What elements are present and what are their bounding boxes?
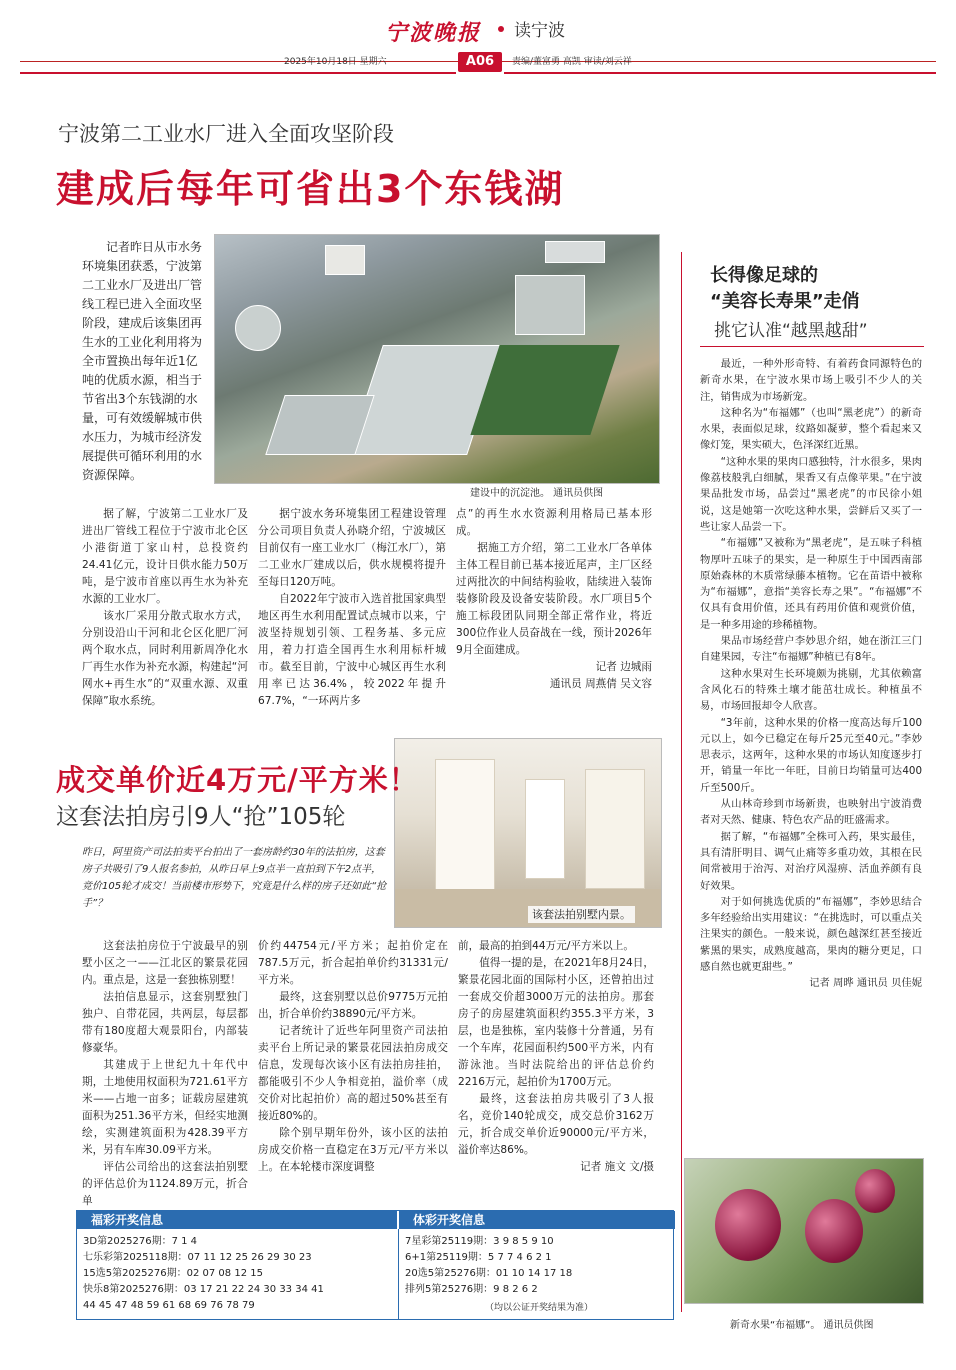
sidebar-rule: [700, 346, 924, 347]
byline: 记者 周晔 通讯员 贝佳妮: [809, 977, 922, 990]
ticai-result: 20选5第25276期：01 10 14 17 18: [405, 1268, 573, 1279]
paragraph: 这套法拍房位于宁波最早的别墅小区之一——江北区的繁景花园内。重点是，这是一套独栋别墅！: [82, 940, 248, 986]
ticai-result: 6+1第25119期：5 7 7 4 6 2 1: [405, 1252, 552, 1263]
ticai-result: 7星彩第25119期：3 9 8 5 9 10: [405, 1236, 554, 1247]
paragraph: 值得一提的是，在2021年8月24日，繁景花园北面的国际村小区，还曾拍出过一套成交价超3000万元的法拍房。那套房子的房屋建筑面积约355.3平方米，3层，也是独栋，室内装修十分普通，另有一个车库，花园面积约500平方米，内有游泳池。当时法院给出的评估总价约2216万元，起拍价为1700万元。: [458, 957, 654, 1088]
article1-lead: 记者昨日从市水务环境集团获悉，宁波第二工业水厂及进出厂管线工程已进入全面攻坚阶段，建成后该集团再生水的工业化利用将为全市置换出每年近1亿吨的优质水源，相当于节省出3个东钱湖的水量，可有效缓解城市供水压力，为城市经济发展提供可循环利用的水资源保障。: [82, 240, 203, 482]
villa-photo-caption: 该套法拍别墅内景。: [528, 906, 635, 923]
paragraph: “布福娜”又被称为“黑老虎”，是五味子科植物厚叶五味子的果实，是一种原生于中国西南部原始森林的木质常绿藤本植物。它在苗语中被称为“布福娜”，意指“美容长寿之果”。“布福娜”不仅具有食用价值，还具有药用价值和观赏价值，是一种多用途的珍稀植物。: [700, 537, 922, 631]
article1-column-3: [456, 506, 652, 693]
fruit-photo-caption: 新奇水果“布福娜”。 通讯员供图: [730, 1320, 874, 1331]
sidebar-subtitle: 挑它认准“越黑越甜”: [714, 321, 868, 341]
sidebar-body: [700, 356, 922, 992]
ticai-result: 排列5第25276期：9 8 2 6 2: [405, 1284, 538, 1295]
paragraph: 据了解，“布福娜”全株可入药，果实最佳，具有清肝明目、调气止痛等多重功效，其根在民间常被用于治泻、对治疗风湿痹、活血养颜有良好效果。: [700, 830, 922, 892]
paragraph: 最终，这套别墅以总价9775万元拍出，折合单价约38890元/平方米。: [258, 991, 448, 1020]
article2-headline: 成交单价近4万元/平方米！: [56, 763, 419, 797]
paragraph: 除个别早期年份外，该小区的法拍房成交价格一直稳定在3万元/平方米以上。在本轮楼市深度调整: [258, 1127, 448, 1173]
issue-date: 2025年10月18日 星期六: [284, 57, 387, 67]
paragraph: 最终，这套法拍房共吸引了3人报名，竞价140轮成交，成交总价3162万元，折合成交单价近90000元/平方米，溢价率达86%。: [458, 1093, 654, 1156]
fucai-result: 快乐8第2025276期：03 17 21 22 24 30 33 34 41: [83, 1284, 324, 1295]
fucai-result: 3D第2025276期：7 1 4: [83, 1236, 198, 1247]
fruit-photo: [684, 1158, 924, 1304]
sidebar-title-line2: “美容长寿果”走俏: [710, 291, 860, 312]
lottery-box: [76, 1210, 674, 1320]
section-name: 读宁波: [514, 21, 565, 41]
paragraph: 据宁波水务环境集团工程建设管理分公司项目负责人孙晓介绍，宁波城区目前仅有一座工业水厂（梅江水厂），第二工业水厂建成以后，供水规模将提升至每日120万吨。: [258, 508, 446, 588]
header-rule-left: [20, 72, 456, 74]
article1-kicker: 宁波第二工业水厂进入全面攻坚阶段: [58, 122, 394, 146]
paragraph: 据了解，宁波第二工业水厂及进出厂管线工程位于宁波市北仑区小港街道丁家山村，总投资约24.41亿元，设计日供水能力50万吨，是宁波市首座以再生水为补充水源的工业水厂。: [82, 508, 248, 605]
article1-column-1: [82, 506, 248, 710]
fucai-title: 福彩开奖信息: [77, 1211, 397, 1229]
fucai-result: 15选5第2025276期：02 07 08 12 15: [83, 1268, 263, 1279]
paragraph: 自2022年宁波市入选首批国家典型地区再生水利用配置试点城市以来，宁波坚持规划引领、工程务基、多元应用，着力打造全国再生水利用标杆城市。截至目前，宁波中心城区再生水利用率已达36.4%，较2022年提升67.7%，“一环两片多: [258, 593, 446, 707]
separator-dot: [498, 26, 504, 32]
paragraph: 点”的再生水水资源利用格局已基本形成。: [456, 508, 652, 537]
byline: 记者 边城雨: [595, 661, 652, 673]
sidebar-title-line1: 长得像足球的: [710, 265, 818, 286]
paragraph: 这种名为“布福娜”（也叫“黑老虎”）的新奇水果，表面似足球，纹路如凝萝，整个看起来又像灯笼，果实硕大，色泽深红近黑。: [700, 406, 922, 452]
byline: 记者 施文 文/摄: [580, 1161, 654, 1173]
paragraph: 这种水果对生长环境颇为挑剔，尤其依赖富含风化石的特殊土壤才能茁壮成长。种植虽不易，市场回报却令人欣喜。: [700, 667, 922, 713]
article2-intro: 昨日，阿里资产司法拍卖平台拍出了一套房龄约30年的法拍房，这套房子共吸引了9人报名参拍，从昨日早上9点半一直拍到下午2点半，竞价105轮才成交！当前楼市形势下，究竟是什么样的房子还如此“抢手”？: [82, 847, 387, 909]
ticai-title: 体彩开奖信息: [399, 1211, 675, 1229]
newspaper-logo: 宁波晚报: [385, 20, 482, 46]
paragraph: 其建成于上世纪九十年代中期，土地使用权面积为721.61平方米——占地一亩多；证载房屋建筑面积为251.36平方米，但经实地测绘，实测建筑面积为428.39平方米，另有车库30.09平方米。: [82, 1059, 248, 1156]
paragraph: 据施工方介绍，第二工业水厂各单体主体工程目前已基本接近尾声，主厂区经过两批次的中间结构验收，陆续进入装饰装修阶段及设备安装阶段。水厂项目5个施工标段团队同期全部正常作业，将近300位作业人员奋战在一线，预计2026年9月全面建成。: [456, 542, 652, 656]
paragraph: 法拍信息显示，这套别墅独门独户、自带花园，共两层，每层都带有180度超大观景阳台，内部装修豪华。: [82, 991, 248, 1054]
paragraph: 该水厂采用分散式取水方式，分别设沿山干河和北仑区化肥厂河两个取水点，同时利用新周净化水厂再生水作为补充水源，构建起“河网水+再生水”的“双重水源、双重保障”取水系统。: [82, 610, 248, 707]
paragraph: 最近，一种外形奇特、有着药食同源特色的新奇水果，在宁波水果市场上吸引不少人的关注，销售成为市场新宠。: [700, 358, 922, 403]
article2-column-2: [258, 938, 448, 1176]
paragraph: 记者统计了近些年阿里资产司法拍卖平台上所记录的繁景花园法拍房成交信息，发现每次该小区有法拍房挂拍，都能吸引不少人争相竞拍，溢价率（成交价对比起拍价）高的超过50%甚至有接近80%的。: [258, 1025, 448, 1122]
page-number-badge: A06: [458, 52, 502, 72]
paragraph: 果品市场经营户李妙思介绍，她在浙江三门自建果园，专注“布福娜”种植已有8年。: [700, 635, 922, 664]
article1-column-2: [258, 506, 446, 710]
paragraph: 评估公司给出的这套法拍别墅的评估总价为1124.89万元，折合单: [82, 1161, 248, 1207]
paragraph: 对于如何挑选优质的“布福娜”，李妙思结合多年经验给出实用建议：“在挑选时，可以重点关注果实的颜色。一般来说，颜色越深红甚至接近紫黑的果实，成熟度越高，果肉的糖分更足，口感自然也就更甜些。”: [700, 895, 922, 973]
article2-column-3: [458, 938, 654, 1176]
fucai-result: 七乐彩第2025118期：07 11 12 25 26 29 30 23: [83, 1252, 312, 1263]
article2-subhead: 这套法拍房引9人“抢”105轮: [56, 804, 346, 830]
paragraph: “3年前，这种水果的价格一度高达每斤100元以上，如今已稳定在每斤25元至40元。”李妙思表示，这两年，这种水果的市场认知度逐步打开，销量一年比一年旺，目前日均销量可达400斤至500斤。: [700, 716, 922, 794]
editors: 责编/董富勇 高凯 审读/刘云祥: [512, 57, 632, 67]
paragraph: “这种水果的果肉口感独特，汁水很多，果肉像荔枝般乳白细腻，果香又有点像苹果。”在宁波果品批发市场，品尝过“黑老虎”的市民徐小姐说，这是她第一次吃这种水果，尝鲜后又买了一些让家人品尝一下。: [700, 455, 922, 533]
fucai-result: 44 45 47 48 59 61 68 69 76 78 79: [83, 1300, 255, 1311]
header-rule-right: [504, 72, 936, 74]
paragraph: 前，最高的拍到44万元/平方米以上。: [458, 940, 634, 952]
villa-interior-photo: [394, 738, 662, 928]
byline: 通讯员 周燕倩 吴文容: [549, 678, 652, 690]
lottery-note: （均以公证开奖结果为准）: [485, 1303, 594, 1313]
treatment-plant-photo: [214, 234, 660, 484]
article1-headline: 建成后每年可省出3个东钱湖: [56, 167, 565, 211]
treatment-photo-caption: 建设中的沉淀池。 通讯员供图: [470, 488, 604, 499]
paragraph: 价约44754元/平方米；起拍价定在787.5万元，折合起拍单价约31331元/平方米。: [258, 940, 448, 986]
article2-column-1: [82, 938, 248, 1210]
paragraph: 从山林奇珍到市场新贵，也映射出宁波消费者对天然、健康、特色农产品的旺盛需求。: [700, 798, 922, 827]
